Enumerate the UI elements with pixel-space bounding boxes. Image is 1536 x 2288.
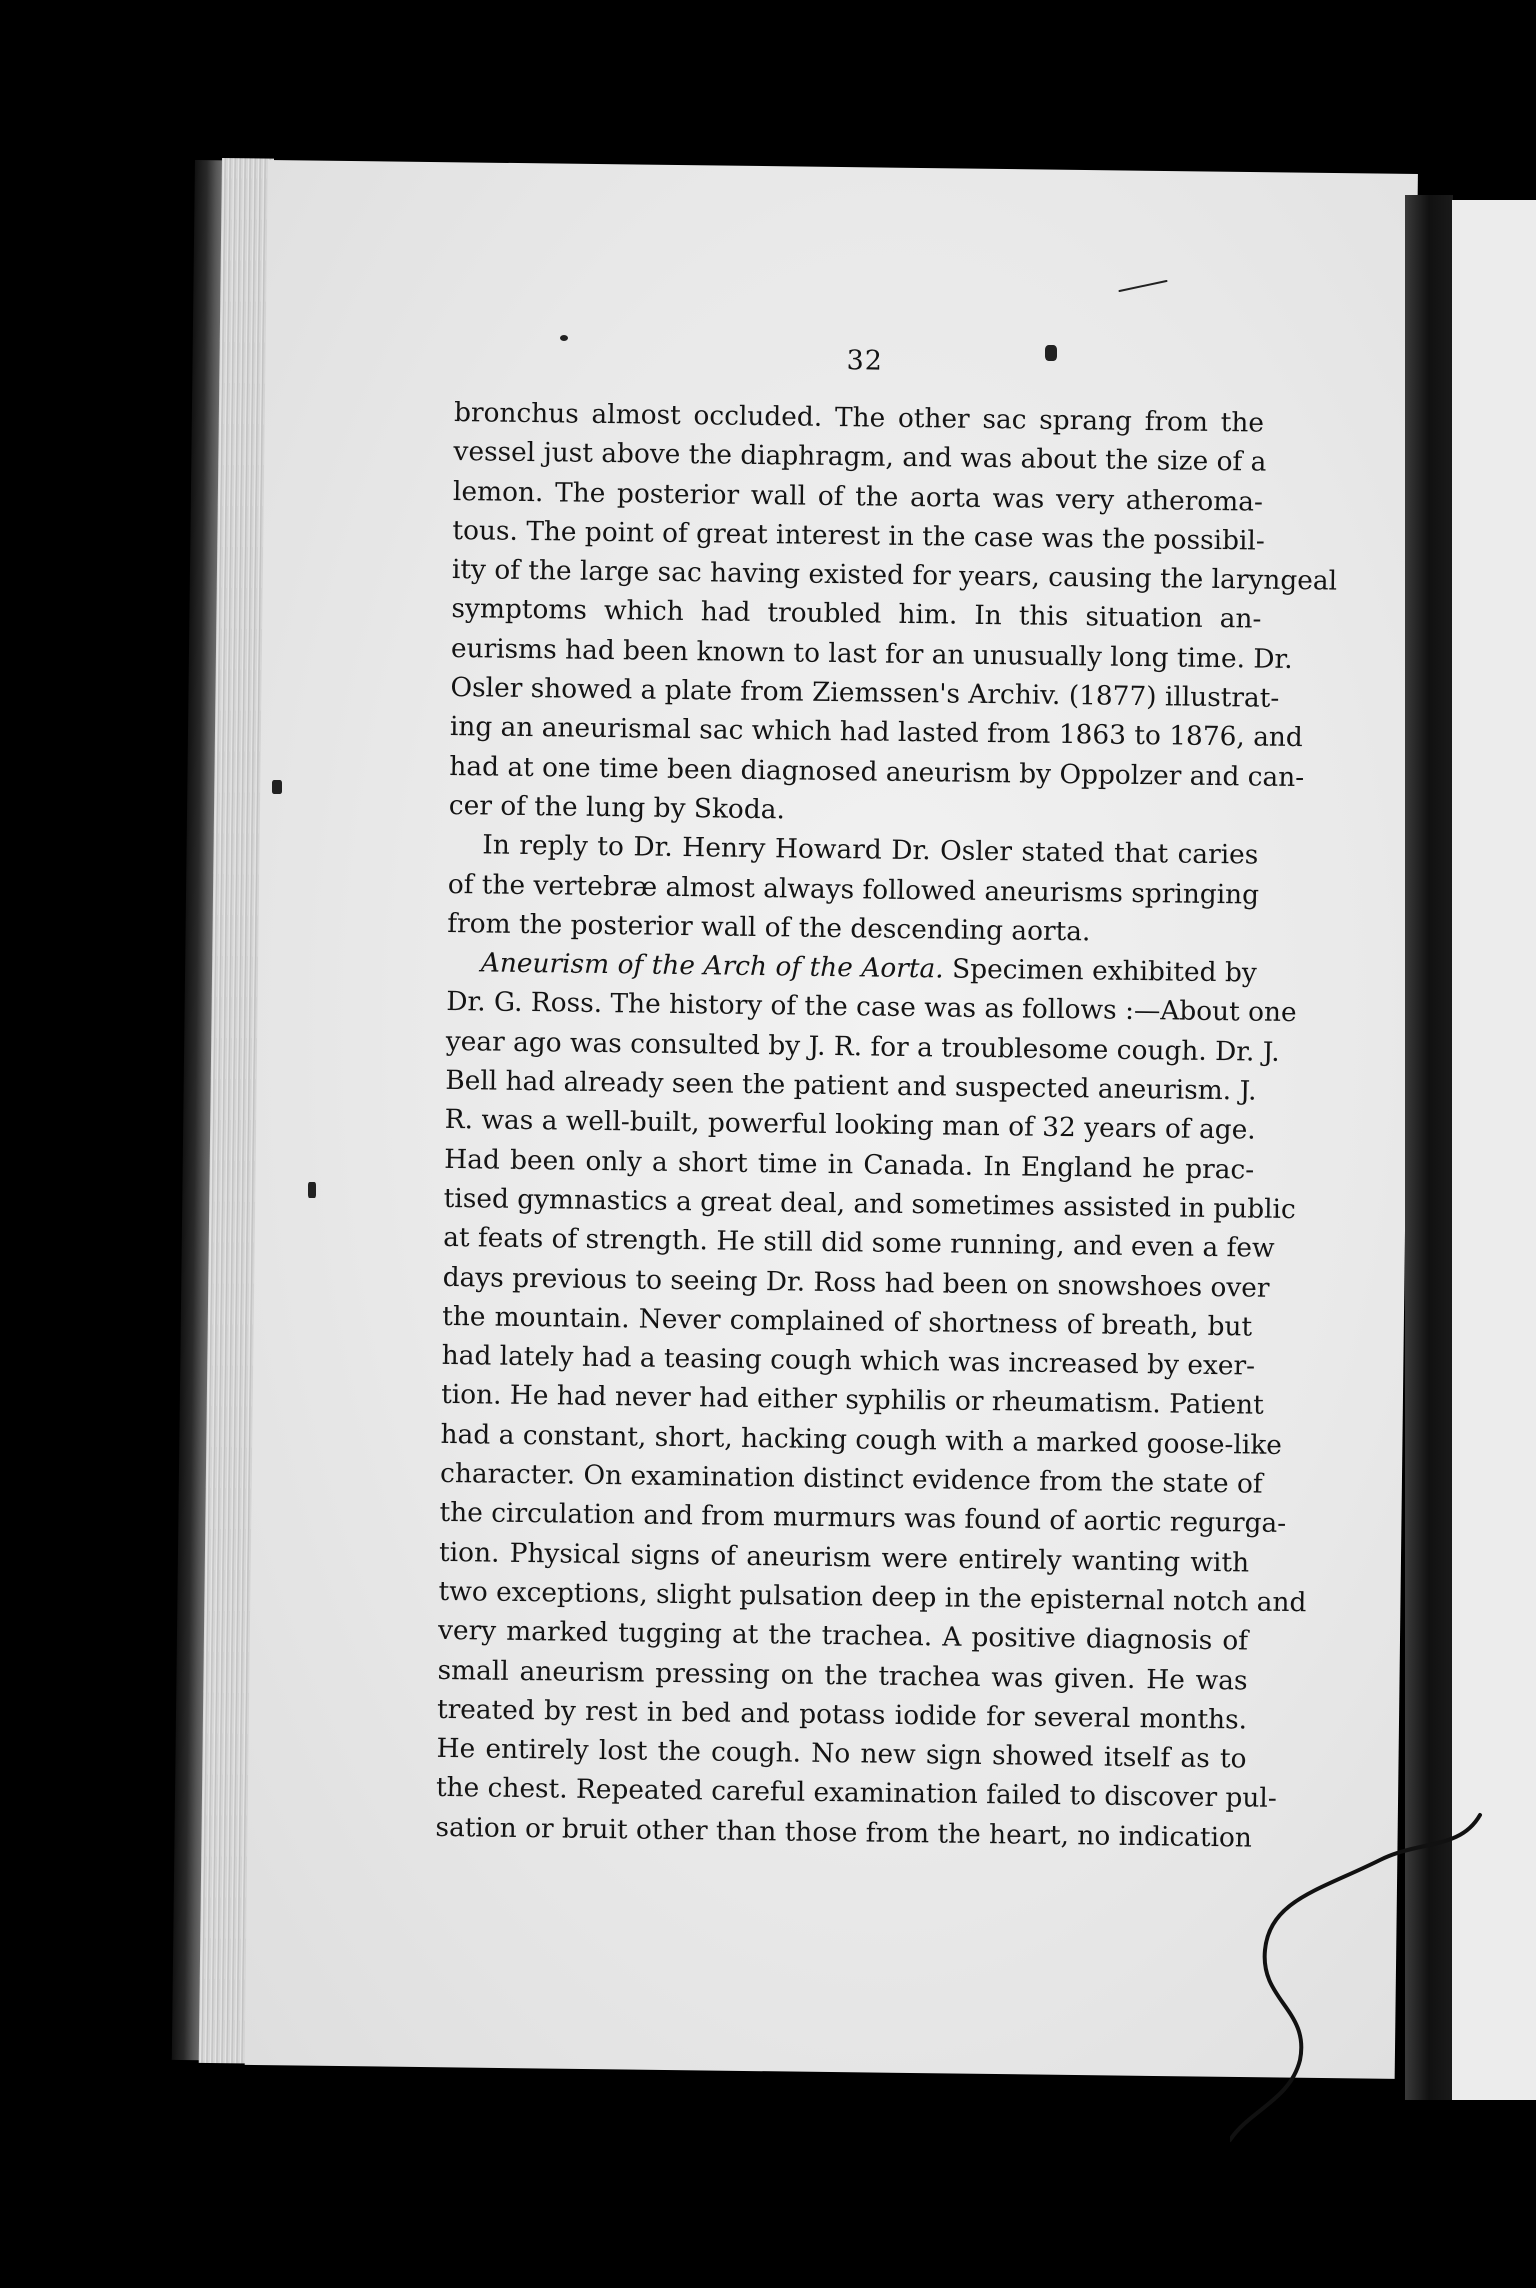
ink-speck (560, 335, 568, 341)
paragraph (448, 393, 1338, 836)
ink-speck (272, 780, 282, 794)
page-text (435, 340, 1338, 1857)
text-line: the circulation and from murmurs was found of aortic regurga- (439, 1497, 1287, 1540)
text-line: tous. The point of great interest in the case was the possibil- (452, 514, 1265, 557)
text-line: two exceptions, slight pulsation deep in the episternal notch and (438, 1575, 1307, 1619)
text-line: days previous to seeing Dr. Ross had been on snowshoes over (442, 1261, 1270, 1304)
text-line: tion. He had never had either syphilis or rheumatism. Patient (440, 1379, 1264, 1422)
text-line: of the vertebræ almost always followed aneurisms springing (447, 868, 1260, 911)
text-line: He entirely lost the cough. No new sign showed itself as to (436, 1732, 1247, 1775)
text-line: Had been only a short time in Canada. In England he prac- (444, 1143, 1255, 1186)
text-line: character. On examination distinct evidence from the state of (439, 1457, 1263, 1500)
text-line: cer of the lung by Skoda. (448, 789, 786, 826)
pen-scribble (1230, 1810, 1490, 2150)
text-line: tion. Physical signs of aneurism were entirely wanting with (438, 1536, 1250, 1579)
text-line: from the posterior wall of the descending aorta. (447, 907, 1091, 948)
text-line: Osler showed a plate from Ziemssen's Archiv. (1877) illustrat- (450, 672, 1280, 714)
paragraph (447, 825, 1258, 953)
text-line: tised gymnastics a great deal, and sometimes assisted in public (443, 1182, 1296, 1226)
text-line: eurisms had been known to last for an unusually long time. Dr. (450, 632, 1293, 675)
text-line: the mountain. Never complained of shortness of breath, but (442, 1300, 1253, 1343)
paragraph (435, 943, 1307, 1857)
text-fragment: Specimen exhibited by (951, 953, 1257, 989)
text-line: R. was a well-built, powerful looking man of 32 years of age. (444, 1104, 1256, 1146)
text-line: lemon. The posterior wall of the aorta was very atheroma- (452, 475, 1264, 518)
text-line: bronchus almost occluded. The other sac sprang from the (453, 396, 1265, 439)
text-line: the chest. Repeated careful examination failed to discover pul- (435, 1772, 1277, 1815)
text-line: ity of the large sac having existed for years, causing the laryngeal (451, 554, 1338, 597)
text-line: small aneurism pressing on the trachea was given. He was (437, 1654, 1248, 1696)
section-heading-italic: Aneurism of the Arch of the Aorta. (480, 947, 944, 985)
text-line: Bell had already seen the patient and suspected aneurism. J. (445, 1064, 1257, 1107)
text-line: symptoms which had troubled him. In this situation an- (451, 593, 1262, 636)
ink-speck (308, 1182, 316, 1198)
text-line: at feats of strength. He still did some running, and even a few (443, 1222, 1275, 1265)
text-line: sation or bruit other than those from the heart, no indication (435, 1811, 1253, 1854)
text-line: very marked tugging at the trachea. A positive diagnosis of (437, 1615, 1249, 1657)
text-line: had a constant, short, hacking cough with a marked goose-like (440, 1418, 1283, 1461)
page-number: 32 (846, 345, 884, 377)
text-line: year ago was consulted by J. R. for a troublesome cough. Dr. J. (445, 1025, 1280, 1068)
text-line: Dr. G. Ross. The history of the case was as follows :—About one (446, 986, 1297, 1029)
text-line: had lately had a teasing cough which was increased by exer- (441, 1340, 1256, 1382)
text-line: ing an aneurismal sac which had lasted from 1863 to 1876, and (449, 711, 1304, 754)
text-line: treated by rest in bed and potass iodide for several months. (436, 1693, 1248, 1736)
text-line: vessel just above the diaphragm, and was about the size of a (453, 436, 1267, 478)
text-line: had at one time been diagnosed aneurism by Oppolzer and can- (449, 750, 1305, 793)
text-line: In reply to Dr. Henry Howard Dr. Osler stated that caries (482, 829, 1259, 871)
